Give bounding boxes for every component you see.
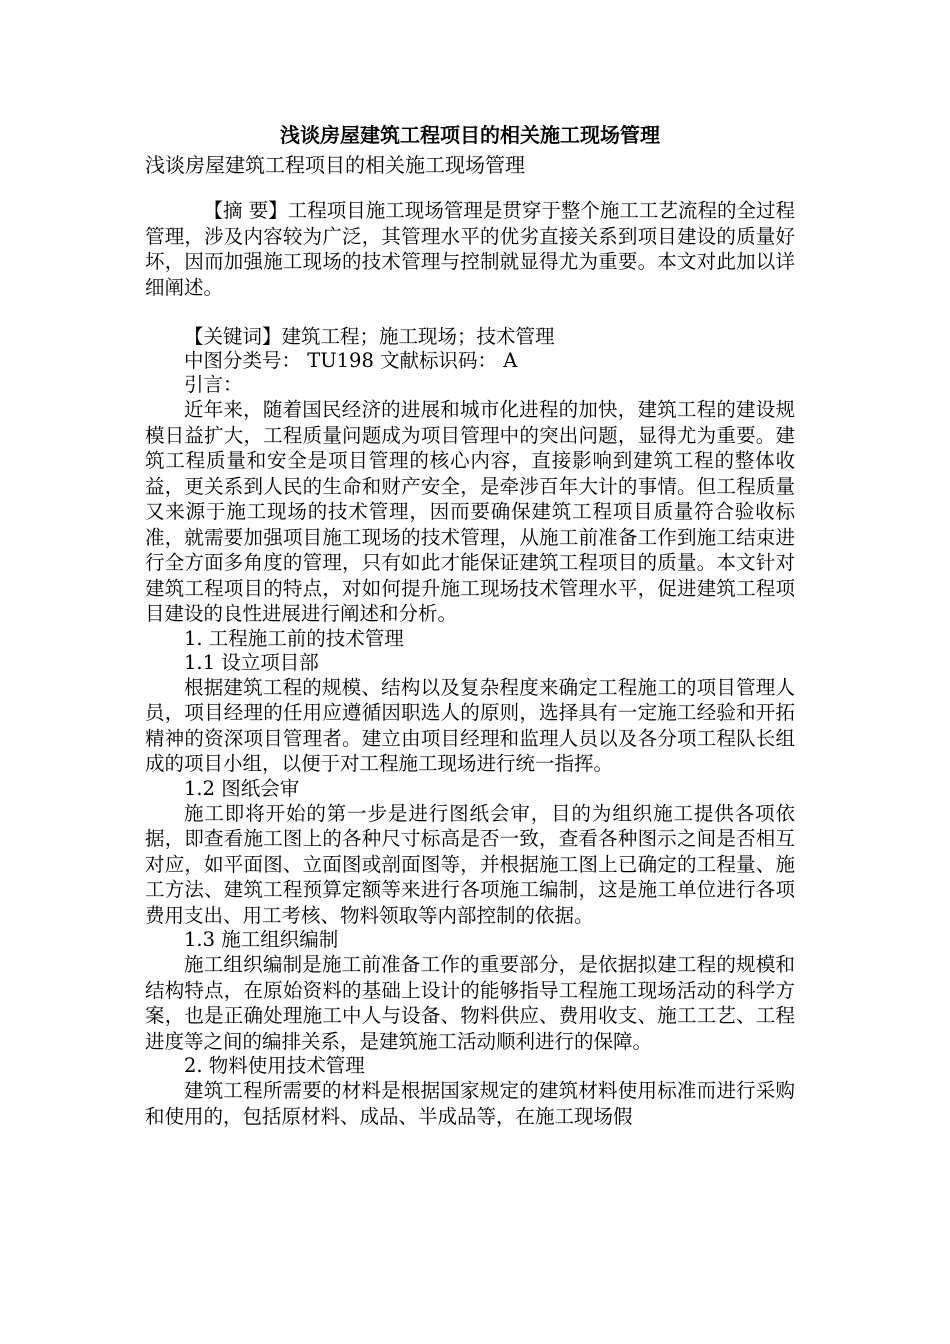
spacer: [145, 300, 795, 325]
document-title: 浅谈房屋建筑工程项目的相关施工现场管理: [280, 123, 660, 147]
keywords-line: 【关键词】建筑工程；施工现场；技术管理: [184, 325, 555, 348]
section-1-1-paragraph: 根据建筑工程的规模、结构以及复杂程度来确定工程施工的项目管理人员，项目经理的任用应遵循因职选人的原则，选择具有一定施工经验和开拓精神的资深项目管理者。建立由项目经理和监理人员以及各分项工程队长组成的项目小组，以便于对工程施工现场进行统一指挥。: [145, 675, 795, 775]
section-1-2-heading: 1.2 图纸会审: [184, 776, 300, 800]
section-2-heading: 2. 物料使用技术管理: [184, 1054, 365, 1077]
document-subtitle: 浅谈房屋建筑工程项目的相关施工现场管理: [145, 153, 525, 177]
document-page: [145, 118, 795, 1129]
intro-paragraph: 近年来，随着国民经济的进展和城市化进程的加快，建筑工程的建设规模日益扩大，工程质量问题成为项目管理中的突出问题，显得尤为重要。建筑工程质量和安全是项目管理的核心内容，直接影响到建筑工程的整体收益，更关系到人民的生命和财产安全，是牵涉百年大计的事情。但工程质量又来源于施工现场的技术管理，因而要确保建筑工程项目质量符合验收标准，就需要加强项目施工现场的技术管理，从施工前准备工作到施工结束进行全方面多角度的管理，只有如此才能保证建筑工程项目的质量。本文针对建筑工程项目的特点，对如何提升施工现场技术管理水平，促进建筑工程项目建设的良性进展进行阐述和分析。: [145, 398, 795, 625]
abstract-paragraph: 【摘 要】工程项目施工现场管理是贯穿于整个施工工艺流程的全过程管理，涉及内容较为广泛，其管理水平的优劣直接关系到项目建设的质量好坏，因而加强施工现场的技术管理与控制就显得尤为重要。本文对此加以详细阐述。: [145, 199, 795, 299]
section-1-2-paragraph: 施工即将开始的第一步是进行图纸会审，目的为组织施工提供各项依据，即查看施工图上的各种尺寸标高是否一致，查看各种图示之间是否相互对应，如平面图、立面图或剖面图等，并根据施工图上已确定的工程量、施工方法、建筑工程预算定额等来进行各项施工编制，这是施工单位进行各项费用支出、用工考核、物料领取等内部控制的依据。: [145, 801, 795, 927]
section-2-paragraph: 建筑工程所需要的材料是根据国家规定的建筑材料使用标准而进行采购和使用的，包括原材料、成品、半成品等，在施工现场假: [145, 1079, 795, 1128]
section-1-1-heading: 1.1 设立项目部: [184, 650, 319, 674]
section-1-heading: 1. 工程施工前的技术管理: [184, 626, 404, 650]
classification-line: 中图分类号： TU198 文献标识码： A: [184, 349, 518, 372]
section-1-3-heading: 1.3 施工组织编制: [184, 928, 339, 951]
section-1-3-paragraph: 施工组织编制是施工前准备工作的重要部分，是依据拟建工程的规模和结构特点，在原始资料的基础上设计的能够指导工程施工现场活动的科学方案，也是正确处理施工中人与设备、物料供应、费用收支、施工工艺、工程进度等之间的编排关系，是建筑施工活动顺利进行的保障。: [145, 953, 795, 1053]
intro-label: 引言：: [184, 373, 243, 396]
